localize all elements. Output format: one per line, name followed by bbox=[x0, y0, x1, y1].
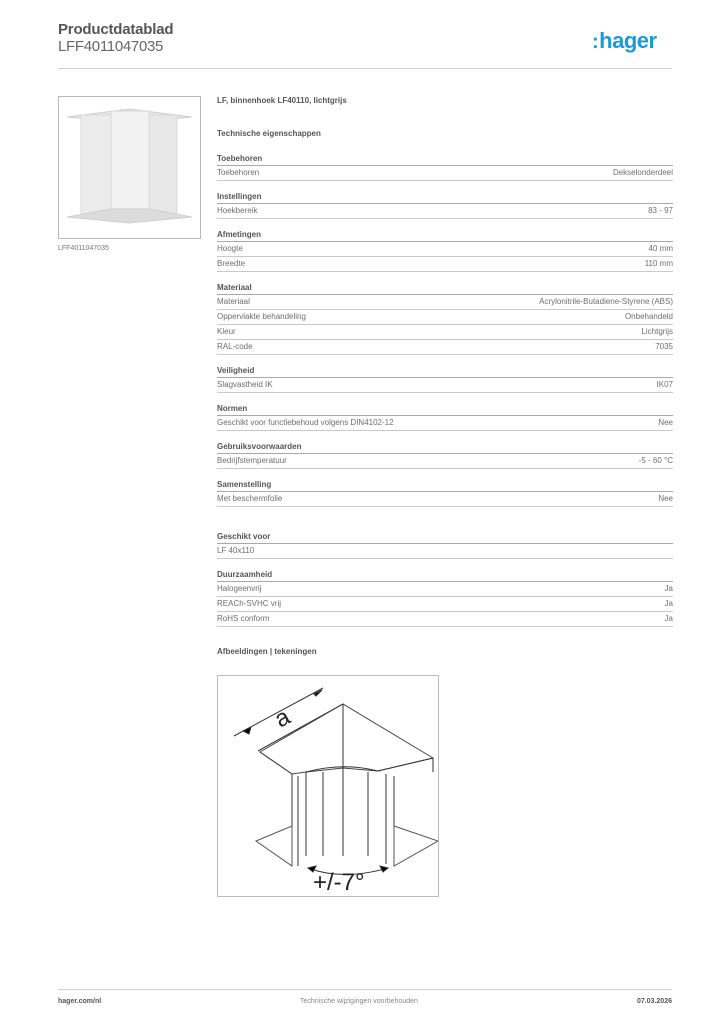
spec-row bbox=[217, 492, 673, 507]
spec-label: Hoogte bbox=[217, 244, 243, 253]
spec-label: LF 40x110 bbox=[217, 546, 255, 555]
spec-section bbox=[217, 282, 673, 355]
section-heading: Instellingen bbox=[217, 191, 673, 204]
thumbnail-caption: LFF4011047035 bbox=[58, 245, 109, 252]
spec-label: Bedrijfstemperatuur bbox=[217, 456, 287, 465]
spec-value: 83 - 97 bbox=[648, 206, 673, 215]
technical-heading: Technische eigenschappen bbox=[217, 129, 321, 138]
product-thumbnail bbox=[58, 96, 201, 239]
spec-row bbox=[217, 378, 673, 393]
header-title: Productdatablad bbox=[58, 21, 174, 38]
spec-label: Oppervlakte behandeling bbox=[217, 312, 306, 321]
spec-row bbox=[217, 204, 673, 219]
spec-row bbox=[217, 340, 673, 355]
spec-value: Ja bbox=[664, 614, 673, 623]
section-heading: Materiaal bbox=[217, 282, 673, 295]
spec-label: Geschikt voor functiebehoud volgens DIN4102-12 bbox=[217, 418, 394, 427]
footer-website-link[interactable]: hager.com/nl bbox=[58, 998, 102, 1005]
spec-section bbox=[217, 365, 673, 393]
spec-label: Kleur bbox=[217, 327, 236, 336]
spec-row bbox=[217, 612, 673, 627]
dimension-a-label: a bbox=[270, 703, 295, 734]
spec-section bbox=[217, 229, 673, 272]
product-title: LF, binnenhoek LF40110, lichtgrijs bbox=[217, 96, 347, 105]
spec-value: 7035 bbox=[655, 342, 673, 351]
section-heading: Samenstelling bbox=[217, 479, 673, 492]
spec-row bbox=[217, 242, 673, 257]
footer-date: 07.03.2026 bbox=[636, 998, 672, 1005]
spec-value: Dekselonderdeel bbox=[612, 168, 673, 177]
section-heading: Normen bbox=[217, 403, 673, 416]
spec-label: RAL-code bbox=[217, 342, 253, 351]
header-divider bbox=[58, 68, 672, 69]
spec-row bbox=[217, 257, 673, 272]
spec-section bbox=[217, 191, 673, 219]
angle-label: +/-7° bbox=[313, 869, 365, 896]
spec-row bbox=[217, 166, 673, 181]
spec-row bbox=[217, 325, 673, 340]
spec-value: -5 - 60 °C bbox=[638, 456, 673, 465]
spec-label: Slagvastheid IK bbox=[217, 380, 273, 389]
spec-value: Ja bbox=[664, 599, 673, 608]
section-heading: Afmetingen bbox=[217, 229, 673, 242]
section-heading: Gebruiksvoorwaarden bbox=[217, 441, 673, 454]
spec-value: Lichtgrijs bbox=[641, 327, 673, 336]
spec-row bbox=[217, 295, 673, 310]
product-code: LFF4011047035 bbox=[58, 38, 164, 55]
spec-value: Acrylonitrile-Butadiene-Styrene (ABS) bbox=[539, 297, 673, 306]
spec-section bbox=[217, 569, 673, 627]
spec-label: REACh-SVHC vrij bbox=[217, 599, 282, 608]
section-heading: Veiligheid bbox=[217, 365, 673, 378]
inner-corner-drawing-icon bbox=[218, 676, 438, 896]
spec-section bbox=[217, 153, 673, 181]
spec-label: Hoekbereik bbox=[217, 206, 258, 215]
spec-label: Met beschermfolie bbox=[217, 494, 283, 503]
spec-row bbox=[217, 454, 673, 469]
logo-text: hager bbox=[599, 28, 657, 53]
spec-content bbox=[217, 96, 673, 656]
spec-row bbox=[217, 597, 673, 612]
technical-drawing bbox=[217, 675, 439, 897]
spec-value: 40 mm bbox=[648, 244, 673, 253]
spec-label: Materiaal bbox=[217, 297, 250, 306]
spec-value: Onbehandeld bbox=[624, 312, 673, 321]
spec-label: Breedte bbox=[217, 259, 246, 268]
footer-divider bbox=[58, 989, 672, 990]
product-photo-icon bbox=[59, 97, 200, 238]
spec-section bbox=[217, 441, 673, 469]
spec-label: RoHS conform bbox=[217, 614, 270, 623]
spec-value: 110 mm bbox=[644, 259, 673, 268]
spec-value: IK07 bbox=[656, 380, 673, 389]
spec-row bbox=[217, 310, 673, 325]
section-heading: Duurzaamheid bbox=[217, 569, 673, 582]
spec-value: Nee bbox=[658, 418, 673, 427]
spec-label: Halogeenvrij bbox=[217, 584, 262, 593]
spec-value: Nee bbox=[658, 494, 673, 503]
section-heading: Geschikt voor bbox=[217, 531, 673, 544]
spec-row bbox=[217, 544, 673, 559]
footer-disclaimer: Technische wijzigingen voorbehouden bbox=[300, 998, 418, 1005]
spec-value: Ja bbox=[664, 584, 673, 593]
spec-section bbox=[217, 403, 673, 431]
drawings-heading: Afbeeldingen | tekeningen bbox=[217, 647, 317, 656]
spec-row bbox=[217, 582, 673, 597]
spec-section bbox=[217, 479, 673, 507]
spec-row bbox=[217, 416, 673, 431]
hager-logo[interactable]: :hager bbox=[592, 28, 657, 53]
spec-section bbox=[217, 531, 673, 559]
spec-label: Toebehoren bbox=[217, 168, 260, 177]
section-heading: Toebehoren bbox=[217, 153, 673, 166]
